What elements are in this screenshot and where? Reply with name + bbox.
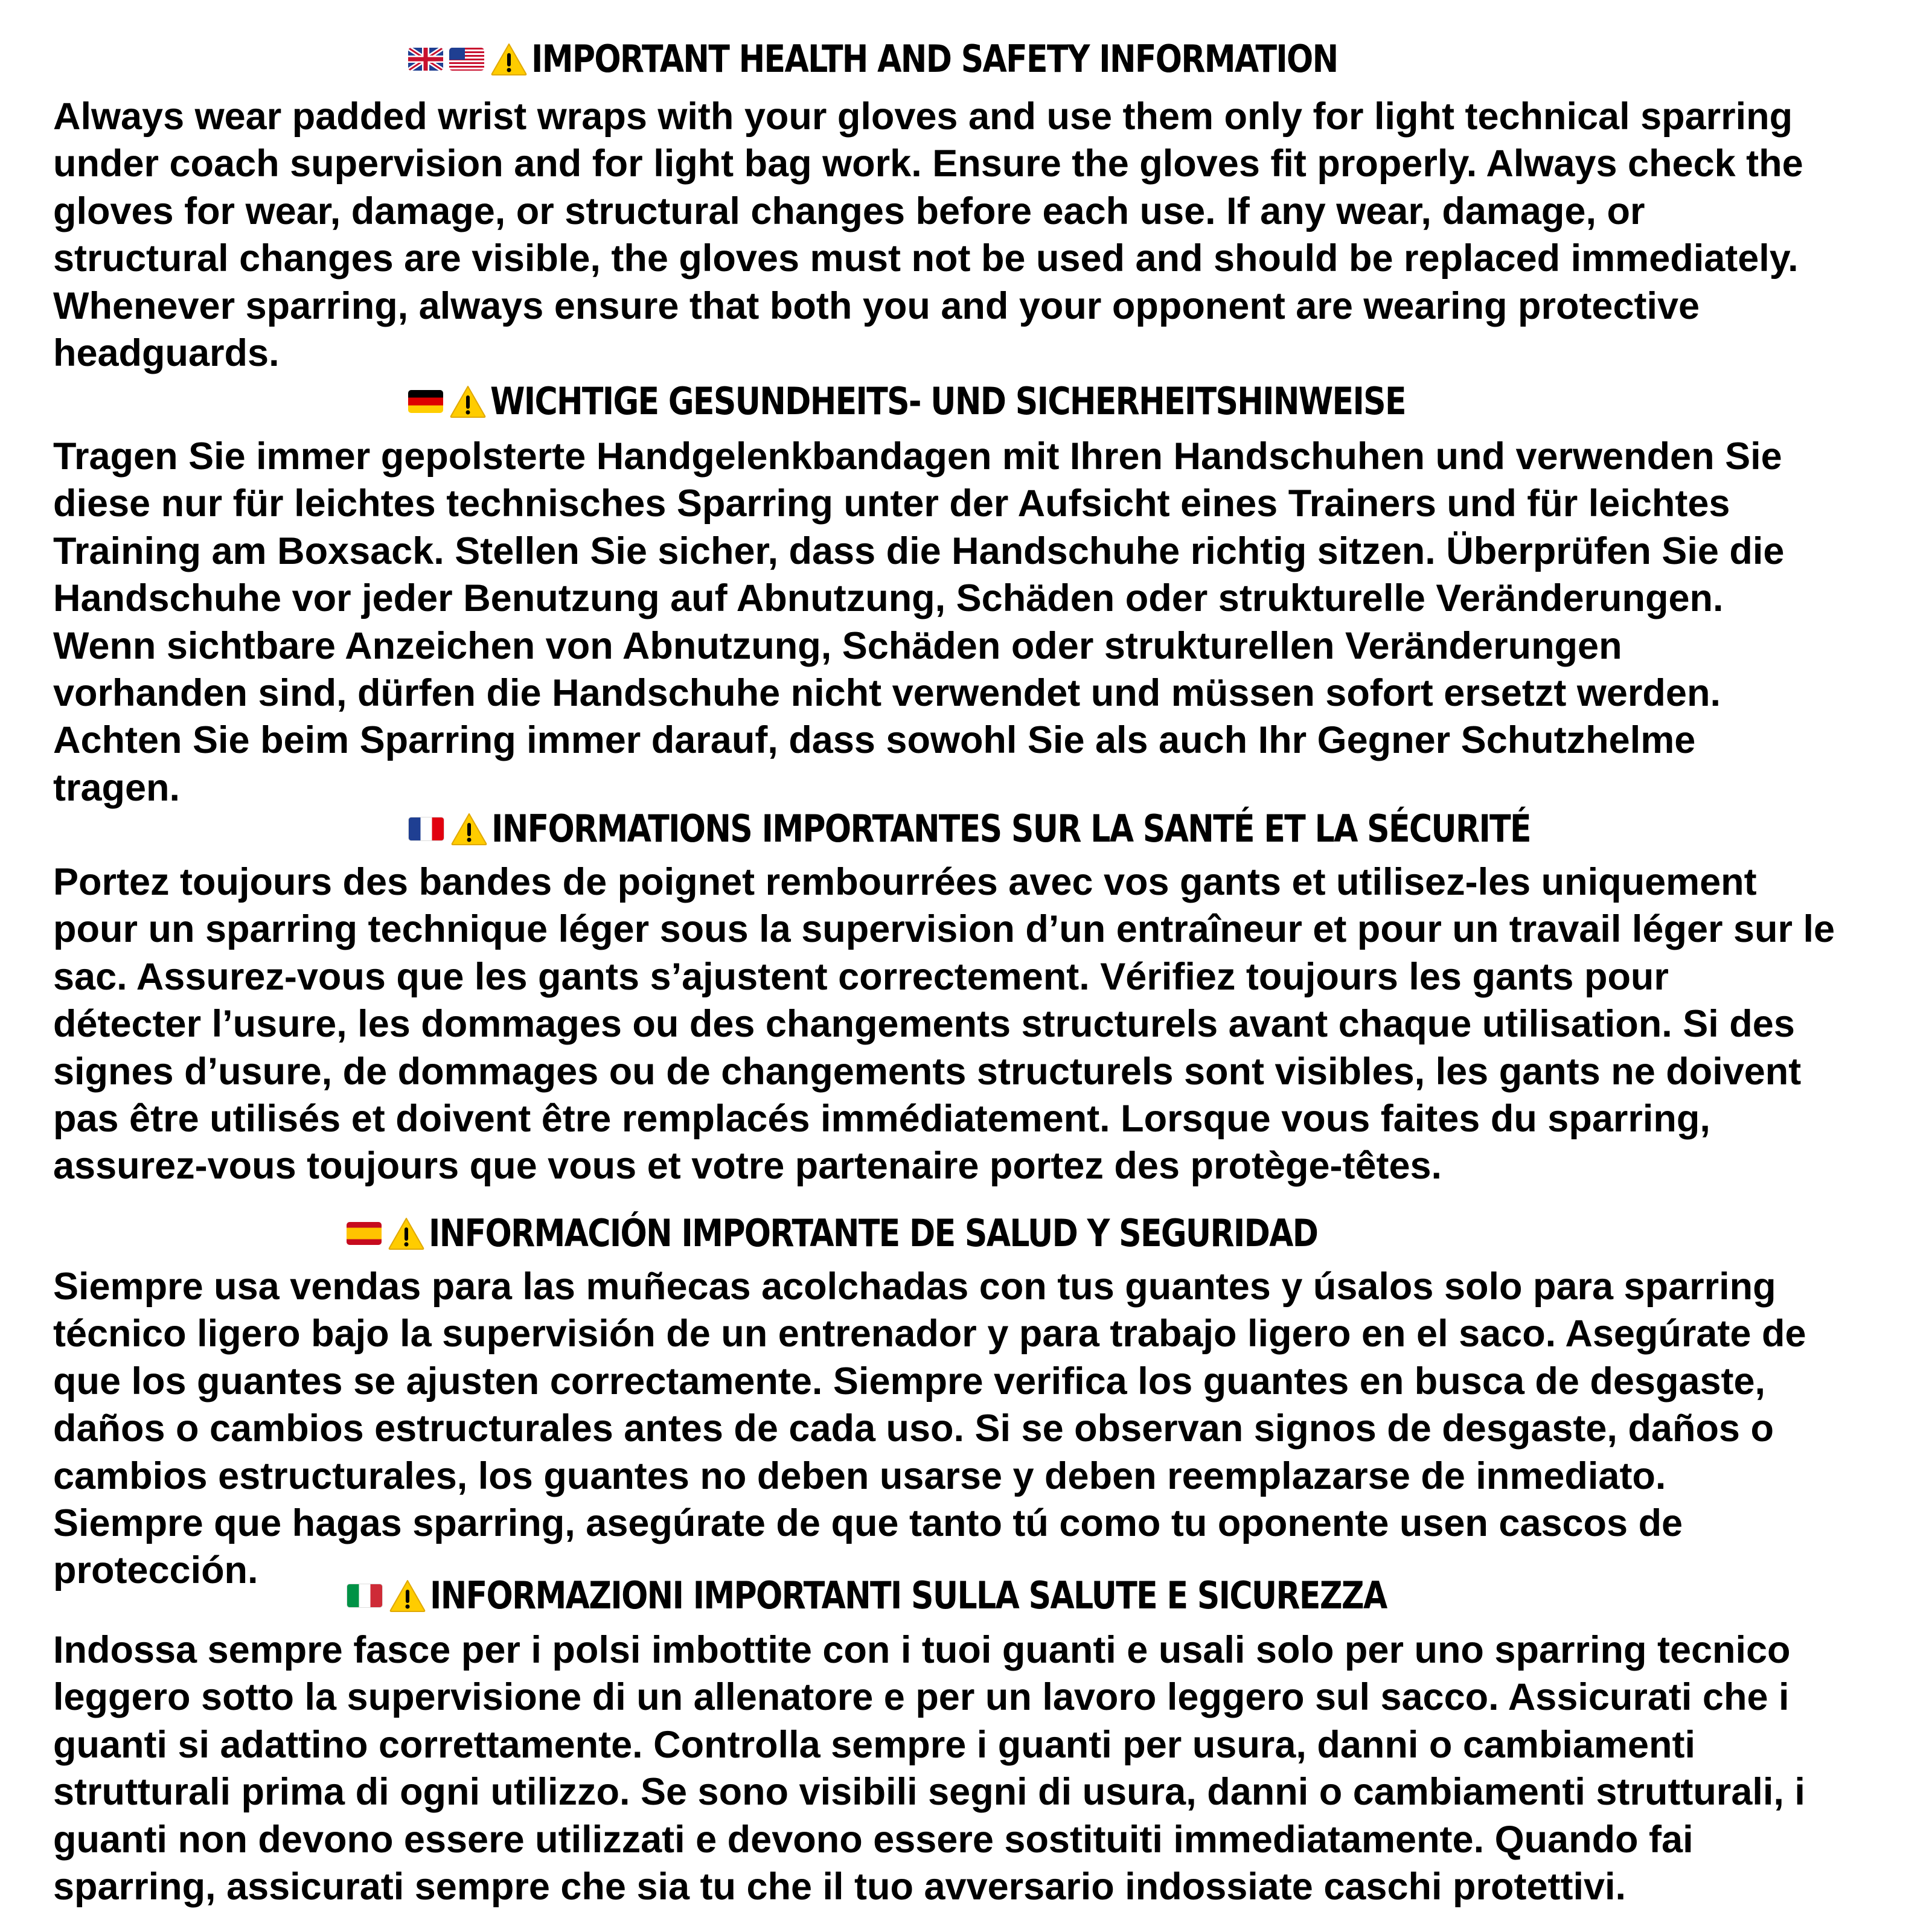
heading-icons (408, 385, 487, 418)
paragraph-spanish: Siempre usa vendas para las muñecas acolchadas con tus guantes y úsalos solo para sparring técnico ligero bajo la supervisión de un entrenador y para trabajo ligero en el saco. Asegúrate de que los guantes se ajusten correctamente. Siempre verifica los guantes en busca de desgaste, daños o cambios estructurales antes de cada uso. Si se observan signos de desgaste, daños o cambios estructurales, los guantes no deben usarse y deben reemplazarse de inmediato. Siempre que hagas sparring, asegúrate de que tanto tú como tu oponente usen cascos de protección. (53, 1265, 1806, 1592)
heading-italian (347, 1572, 1569, 1620)
warning-icon (389, 1579, 426, 1613)
heading-icons (347, 1217, 425, 1250)
heading-french (408, 805, 1729, 853)
heading-icons (347, 1579, 426, 1613)
warning-icon (490, 42, 528, 76)
paragraph-german: Tragen Sie immer gepolsterte Handgelenkbandagen mit Ihren Handschuhen und verwenden Sie diese nur für leichtes technisches Sparring unter der Aufsicht eines Trainers und für leichtes Training am Boxsack. Stellen Sie sicher, dass die Handschuhe richtig sitzen. Überprüfen Sie die Handschuhe vor jeder Benutzung auf Abnutzung, Schäden oder strukturelle Veränderungen. Wenn sichtbare Anzeichen von Abnutzung, Schäden oder strukturellen Veränderungen vorhanden sind, dürfen die Handschuhe nicht verwendet und müssen sofort ersetzt werden. Achten Sie beim Sparring immer darauf, dass sowohl Sie als auch Ihr Gegner Schutzhelme tragen. (53, 435, 1785, 809)
warning-icon (450, 812, 488, 846)
heading-german (408, 377, 1580, 426)
uk-flag-icon (408, 48, 443, 71)
italy-flag-icon (347, 1584, 383, 1608)
heading-text: INFORMACIÓN IMPORTANTE DE SALUD Y SEGURIDAD (429, 1211, 1318, 1255)
paragraph-italian: Indossa sempre fasce per i polsi imbottite con i tuoi guanti e usali solo per uno sparring tecnico leggero sotto la supervisione di un allenatore e per un lavoro leggero sul sacco. Assicurati che i guanti si adattino correttamente. Controlla sempre i guanti per usura, danni o cambiamenti strutturali prima di ogni utilizzo. Se sono visibili segni di usura, danni o cambiamenti strutturali, i guanti non devono essere utilizzati e devono essere sostituiti immediatamente. Quando fai sparring, assicurati sempre che sia tu che il tuo avversario indossiate caschi protettivi. (53, 1629, 1805, 1908)
germany-flag-icon (408, 390, 443, 413)
heading-text: IMPORTANT HEALTH AND SAFETY INFORMATION (531, 37, 1338, 81)
heading-text: INFORMATIONS IMPORTANTES SUR LA SANTÉ ET LA SÉCURITÉ (491, 807, 1531, 851)
us-flag-icon (449, 48, 484, 71)
france-flag-icon (408, 817, 444, 841)
heading-spanish (347, 1209, 1487, 1258)
spain-flag-icon (347, 1222, 382, 1245)
heading-english (408, 35, 1491, 83)
paragraph-english: Always wear padded wrist wraps with your gloves and use them only for light technical sparring under coach supervision and for light bag work. Ensure the gloves fit properly. Always check the gloves for wear, damage, or structural changes before each use. If any wear, damage, or structural changes are visible, the gloves must not be used and should be replaced immediately. Whenever sparring, always ensure that both you and your opponent are wearing protective headguards. (53, 95, 1803, 375)
heading-icons (408, 812, 488, 846)
warning-icon (388, 1217, 425, 1250)
heading-text: WICHTIGE GESUNDHEITS- UND SICHERHEITSHINWEISE (490, 379, 1406, 423)
heading-icons (408, 42, 528, 76)
warning-icon (449, 385, 487, 418)
paragraph-french: Portez toujours des bandes de poignet rembourrées avec vos gants et utilisez-les uniquement pour un sparring technique léger sous la supervision d’un entraîneur et pour un travail léger sur le sac. Assurez-vous que les gants s’ajustent correctement. Vérifiez toujours les gants pour détecter l’usure, les dommages ou des changements structurels avant chaque utilisation. Si des signes d’usure, de dommages ou de changements structurels sont visibles, les gants ne doivent pas être utilisés et doivent être remplacés immédiatement. Lorsque vous faites du sparring, assurez-vous toujours que vous et votre partenaire portez des protège-têtes. (53, 861, 1835, 1188)
heading-text: INFORMAZIONI IMPORTANTI SULLA SALUTE E SICUREZZA (430, 1573, 1387, 1617)
